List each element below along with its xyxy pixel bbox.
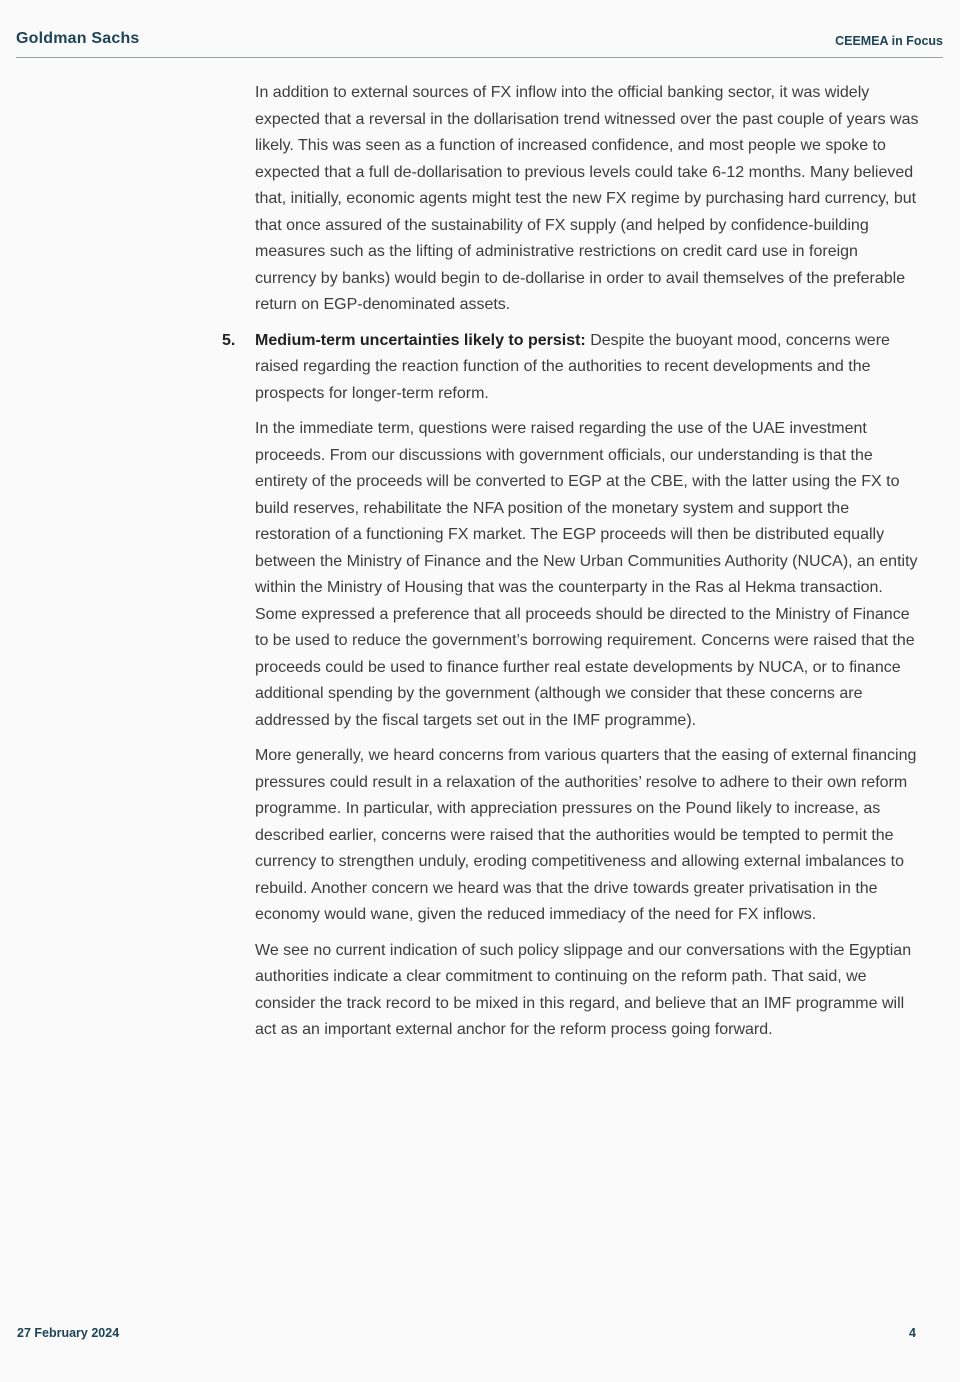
- list-item-bold-lead: Medium-term uncertainties likely to persist:: [255, 331, 586, 349]
- publication-title: CEEMEA in Focus: [835, 34, 943, 48]
- document-body: [222, 80, 920, 1053]
- paragraph-immediate-term: In the immediate term, questions were raised regarding the use of the UAE investment proceeds. From our discussions with government officials, our understanding is that the entirety of the proceeds will be converted to EGP at the CBE, with the latter using the FX to build reserves, rehabilitate the NFA position of the monetary system and support the restoration of a functioning FX market. The EGP proceeds will then be distributed equally between the Ministry of Finance and the New Urban Communities Authority (NUCA), an entity within the Ministry of Housing that was the counterparty in the Ras al Hekma transaction. Some expressed a preference that all proceeds should be directed to the Ministry of Finance to be used to reduce the government’s borrowing requirement. Concerns were raised that the proceeds could be used to finance further real estate developments by NUCA, or to finance additional spending by the government (although we consider that these concerns are addressed by the fiscal targets set out in the IMF programme).: [255, 420, 918, 729]
- brand-logo: Goldman Sachs: [16, 30, 140, 47]
- list-item-body: Despite the buoyant mood, concerns were raised regarding the reaction function of the authorities to recent developments and the prospects for longer-term reform.: [255, 331, 890, 402]
- paragraph-more-generally: More generally, we heard concerns from various quarters that the easing of external financing pressures could result in a relaxation of the authorities’ resolve to adhere to their own reform programme. In particular, with appreciation pressures on the Pound likely to increase, as described earlier, concerns were raised that the authorities would be tempted to permit the currency to strengthen unduly, eroding competitiveness and allowing external imbalances to rebuild. Another concern we heard was that the drive towards greater privatisation in the economy would wane, given the reduced immediacy of the need for FX inflows.: [255, 747, 917, 923]
- numbered-list-item: [222, 328, 920, 408]
- page-footer: [17, 1326, 916, 1340]
- intro-paragraph: In addition to external sources of FX inflow into the official banking sector, it was widely expected that a reversal in the dollarisation trend witnessed over the past couple of years was likely. This was seen as a function of increased confidence, and most people we spoke to expected that a full de-dollarisation to previous levels could take 6-12 months. Many believed that, initially, economic agents might test the new FX regime by purchasing hard currency, but that once assured of the sustainability of FX supply (and helped by confidence-building measures such as the lifting of administrative restrictions on credit card use in foreign currency by banks) would begin to de-dollarise in order to avail themselves of the preferable return on EGP-denominated assets.: [255, 84, 919, 313]
- footer-date: 27 February 2024: [17, 1326, 120, 1340]
- paragraph-policy-slippage: We see no current indication of such policy slippage and our conversations with the Egyptian authorities indicate a clear commitment to continuing on the reform path. That said, we consider the track record to be mixed in this regard, and believe that an IMF programme will act as an important external anchor for the reform process going forward.: [255, 941, 912, 1038]
- page-number: 4: [909, 1326, 916, 1340]
- list-item-number: 5.: [222, 331, 236, 349]
- page-header: [16, 30, 943, 58]
- list-item-text: [255, 328, 920, 408]
